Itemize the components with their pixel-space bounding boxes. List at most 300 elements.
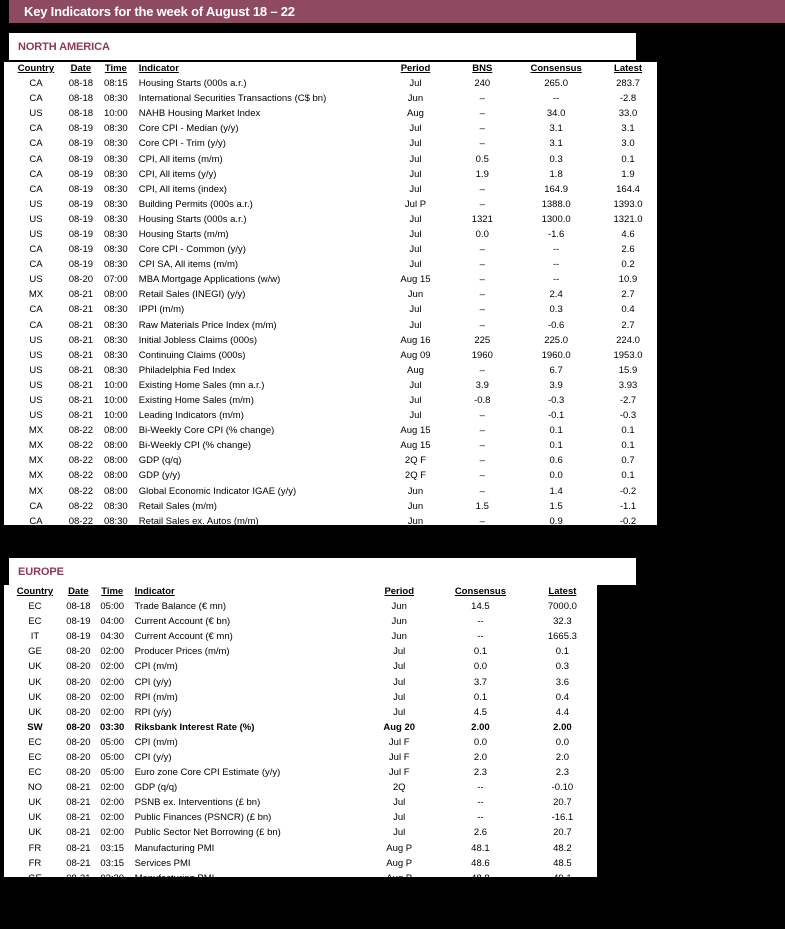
cell-date: 08-21 (66, 812, 91, 824)
cell-bns: – (479, 183, 485, 195)
cell-country: CA (29, 183, 43, 195)
cell-time: 02:00 (100, 676, 125, 688)
cell-country: US (29, 379, 43, 391)
table-row (8, 91, 657, 106)
cell-consensus: -- (477, 631, 484, 643)
table-row (8, 856, 597, 871)
cell-bns: – (479, 515, 485, 527)
cell-bns: – (479, 440, 485, 452)
cell-consensus: 0.0 (473, 736, 488, 748)
cell-period: Jul (393, 661, 406, 673)
table-row (8, 795, 597, 810)
cell-period: Aug 15 (400, 274, 431, 286)
cell-indicator: Euro zone Core CPI Estimate (y/y) (134, 767, 281, 779)
cell-bns: – (479, 123, 485, 135)
cell-date: 08-21 (68, 304, 94, 316)
cell-period: Jul (409, 168, 422, 180)
cell-time: 08:30 (103, 364, 128, 376)
cell-date: 08-22 (68, 470, 94, 482)
cell-date: 08-22 (68, 500, 94, 512)
cell-consensus: 1.8 (549, 168, 563, 180)
cell-date: 08-21 (68, 319, 94, 331)
cell-time: 02:00 (100, 646, 125, 658)
cell-date: 08-19 (68, 123, 94, 135)
cell-indicator: Housing Starts (000s a.r.) (138, 78, 247, 90)
cell-consensus: 3.7 (473, 676, 488, 688)
cell-country: UK (28, 661, 42, 673)
cell-consensus: 0.1 (549, 440, 563, 452)
cell-indicator: Existing Home Sales (mn a.r.) (138, 379, 265, 391)
column-header-date: Date (70, 63, 92, 74)
cell-bns: – (479, 485, 485, 497)
cell-time: 10:00 (103, 410, 128, 422)
cell-country: CA (29, 500, 43, 512)
table-row (8, 750, 597, 765)
cell-date: 08-19 (68, 168, 94, 180)
table-row (8, 167, 657, 182)
cell-latest: 224.0 (616, 334, 640, 346)
cell-time: 02:00 (100, 827, 125, 839)
table-header-row (8, 585, 597, 599)
table-body-europe (8, 599, 597, 901)
cell-bns: – (479, 108, 485, 120)
cell-indicator: PSNB ex. Interventions (£ bn) (134, 797, 261, 809)
cell-time: 08:30 (103, 500, 128, 512)
cell-date: 08-20 (66, 767, 91, 779)
cell-indicator: CPI, All items (m/m) (138, 153, 223, 165)
cell-latest: 7000.0 (547, 601, 577, 613)
cell-date: 08-19 (68, 244, 94, 256)
cell-date: 08-18 (68, 78, 94, 90)
cell-period: Jun (391, 631, 407, 643)
cell-country: MX (28, 470, 44, 482)
cell-country: CA (29, 123, 43, 135)
cell-date: 08-21 (66, 797, 91, 809)
section-header-north-america (9, 33, 636, 60)
cell-consensus: 3.9 (549, 379, 563, 391)
cell-indicator: Philadelphia Fed Index (138, 364, 236, 376)
cell-time: 02:00 (100, 797, 125, 809)
cell-date: 08-21 (68, 410, 94, 422)
cell-country: CA (29, 153, 43, 165)
cell-period: Jul (409, 259, 422, 271)
cell-latest: -0.2 (619, 515, 637, 527)
cell-date: 08-19 (66, 631, 91, 643)
cell-consensus: -- (552, 244, 560, 256)
cell-date: 08-19 (68, 153, 94, 165)
cell-time: 08:00 (103, 289, 128, 301)
cell-consensus: 164.9 (544, 183, 569, 195)
cell-period: Jul (409, 228, 422, 240)
cell-latest: 20.7 (553, 827, 572, 839)
cell-country: CA (29, 304, 43, 316)
table-row (8, 659, 597, 674)
cell-indicator: Housing Starts (m/m) (138, 228, 229, 240)
cell-bns: – (479, 304, 485, 316)
cell-indicator: Continuing Claims (000s) (138, 349, 246, 361)
cell-period: Jul (393, 676, 406, 688)
table-row (8, 287, 657, 302)
cell-time: 08:00 (103, 440, 128, 452)
cell-time: 03:30 (100, 721, 125, 733)
cell-consensus: -0.6 (547, 319, 565, 331)
cell-indicator: Manufacturing PMI (134, 842, 215, 854)
cell-time: 10:00 (103, 379, 128, 391)
table-row (8, 841, 597, 856)
cell-country: UK (28, 812, 42, 824)
cell-latest: 2.7 (621, 289, 635, 301)
cell-latest: 3.0 (621, 138, 635, 150)
cell-bns: – (479, 410, 485, 422)
cell-period: Aug 16 (400, 334, 431, 346)
cell-period: Jul (409, 304, 422, 316)
table-row (8, 720, 597, 735)
cell-country: IT (30, 631, 40, 643)
cell-date: 08-19 (68, 183, 94, 195)
table-row (8, 182, 657, 197)
cell-latest: -0.2 (619, 485, 637, 497)
cell-latest: -1.1 (619, 500, 637, 512)
cell-indicator: Initial Jobless Claims (000s) (138, 334, 258, 346)
cell-time: 08:15 (103, 78, 128, 90)
cell-bns: – (479, 93, 485, 105)
cell-indicator: Services PMI (134, 857, 191, 869)
cell-latest: 10.9 (618, 274, 638, 286)
cell-country: UK (28, 797, 42, 809)
cell-indicator: Housing Starts (000s a.r.) (138, 213, 247, 225)
cell-date: 08-21 (66, 887, 91, 899)
cell-latest: 0.0 (555, 736, 569, 748)
cell-country: US (29, 198, 43, 210)
cell-country: EC (28, 736, 42, 748)
section-title-europe: EUROPE (18, 565, 64, 578)
cell-time: 10:00 (103, 395, 128, 407)
table-row (8, 735, 597, 750)
cell-latest: 1665.3 (547, 631, 577, 643)
cell-latest: -0.10 (551, 782, 574, 794)
cell-period: Aug 20 (383, 721, 416, 733)
cell-indicator: Public Sector Net Borrowing (£ bn) (134, 827, 281, 839)
cell-time: 05:00 (100, 601, 125, 613)
cell-latest: 3.1 (621, 123, 635, 135)
cell-bns: – (479, 455, 485, 467)
cell-latest: 48.5 (553, 857, 572, 869)
table-row (8, 599, 597, 614)
cell-date: 08-20 (66, 721, 91, 733)
cell-indicator: Current Account (€ mn) (134, 631, 233, 643)
cell-period: 2Q (392, 782, 406, 794)
cell-bns: 3.9 (475, 379, 489, 391)
cell-bns: 1960 (471, 349, 493, 361)
cell-time: 02:00 (100, 782, 125, 794)
cell-date: 08-19 (68, 259, 94, 271)
cell-indicator: Leading Indicators (m/m) (138, 410, 244, 422)
column-header-country: Country (17, 63, 55, 74)
table-row (8, 302, 657, 317)
cell-bns: 225 (474, 334, 491, 346)
cell-time: 03:15 (100, 842, 125, 854)
cell-date: 08-18 (68, 108, 94, 120)
cell-country: FR (28, 842, 42, 854)
cell-indicator: CPI, All items (index) (138, 183, 227, 195)
cell-period: Jun (391, 601, 407, 613)
cell-time: 04:00 (100, 616, 125, 628)
cell-period: Jul (409, 153, 422, 165)
cell-time: 08:00 (103, 425, 128, 437)
table-row (8, 705, 597, 720)
cell-latest: 0.7 (621, 455, 635, 467)
cell-latest: 1953.0 (613, 349, 643, 361)
cell-date: 08-20 (66, 661, 91, 673)
cell-latest: 48.2 (553, 842, 572, 854)
cell-indicator: Riksbank Interest Rate (%) (134, 721, 255, 733)
cell-time: 08:30 (103, 244, 128, 256)
cell-country: NO (27, 782, 43, 794)
cell-consensus: 4.5 (473, 706, 488, 718)
cell-bns: – (479, 364, 485, 376)
cell-consensus: 2.3 (473, 767, 488, 779)
cell-period: Jul (409, 213, 422, 225)
cell-country: US (29, 395, 43, 407)
cell-indicator: CPI (m/m) (134, 736, 178, 748)
cell-bns: – (479, 319, 485, 331)
column-header-consensus: Consensus (454, 586, 507, 597)
cell-country: CA (29, 319, 43, 331)
table-row (8, 197, 657, 212)
table-row (8, 151, 657, 166)
cell-latest: 2.00 (553, 721, 572, 733)
cell-latest: 0.4 (555, 691, 569, 703)
cell-indicator: Producer Prices (m/m) (134, 646, 230, 658)
cell-time: 05:00 (100, 767, 125, 779)
cell-bns: – (479, 425, 485, 437)
cell-country: EC (28, 767, 42, 779)
cell-indicator: MBA Mortgage Applications (w/w) (138, 274, 281, 286)
cell-period: Jul F (388, 767, 410, 779)
cell-period: Jul P (404, 198, 427, 210)
cell-indicator: CPI (m/m) (134, 661, 178, 673)
cell-date: 08-20 (66, 646, 91, 658)
cell-latest: -16.1 (551, 812, 574, 824)
cell-date: 08-21 (66, 782, 91, 794)
cell-bns: – (479, 470, 485, 482)
cell-consensus: 2.00 (471, 721, 490, 733)
cell-consensus: 0.9 (549, 515, 563, 527)
cell-date: 08-21 (68, 364, 94, 376)
cell-latest: 164.4 (616, 183, 640, 195)
cell-date: 08-18 (66, 601, 91, 613)
cell-period: Aug (407, 108, 424, 120)
cell-period: Aug 09 (400, 349, 431, 361)
column-header-time: Time (101, 586, 124, 597)
table-row (8, 825, 597, 840)
table-row (8, 348, 657, 363)
cell-date: 08-21 (66, 842, 91, 854)
cell-latest: -2.8 (619, 93, 637, 105)
cell-latest: 4.4 (555, 706, 569, 718)
cell-date: 08-22 (68, 455, 94, 467)
cell-consensus: 34.0 (546, 108, 566, 120)
cell-period: Jul (409, 78, 422, 90)
cell-time: 08:30 (103, 168, 128, 180)
cell-country: GE (28, 646, 42, 658)
cell-latest: 0.1 (621, 440, 635, 452)
indicators-table-europe (8, 585, 597, 901)
cell-time: 08:00 (103, 485, 128, 497)
column-header-period: Period (384, 586, 414, 597)
cell-consensus: -- (477, 797, 484, 809)
table-row (8, 499, 657, 514)
cell-time: 03:30 (100, 872, 125, 884)
cell-indicator: Public Finances (PSNCR) (£ bn) (134, 812, 272, 824)
table-row (8, 272, 657, 287)
cell-latest: 50.6 (553, 887, 572, 899)
cell-country: US (29, 274, 43, 286)
cell-bns: 1.9 (475, 168, 489, 180)
column-header-bns: BNS (472, 63, 493, 74)
cell-latest: 3.93 (618, 379, 638, 391)
cell-time: 08:30 (103, 515, 128, 527)
cell-consensus: 0.3 (549, 304, 563, 316)
cell-time: 08:30 (103, 198, 128, 210)
cell-time: 08:00 (103, 455, 128, 467)
cell-country: EC (28, 751, 42, 763)
table-panel-europe (4, 585, 597, 899)
cell-latest: 0.2 (621, 259, 635, 271)
cell-period: Jul (409, 379, 422, 391)
column-header-consensus: Consensus (530, 63, 582, 74)
cell-country: GE (28, 887, 42, 899)
cell-time: 08:30 (103, 213, 128, 225)
cell-bns: – (479, 274, 485, 286)
cell-date: 08-22 (68, 425, 94, 437)
cell-consensus: -0.1 (547, 410, 565, 422)
cell-indicator: Trade Balance (€ mn) (134, 601, 227, 613)
cell-country: US (29, 410, 43, 422)
table-row (8, 393, 657, 408)
cell-time: 08:30 (103, 304, 128, 316)
table-row (8, 690, 597, 705)
column-header-country: Country (16, 586, 54, 597)
table-header-row (8, 62, 657, 76)
cell-country: US (29, 108, 43, 120)
cell-period: Aug P (386, 842, 413, 854)
cell-latest: 49.1 (553, 872, 572, 884)
cell-date: 08-20 (66, 751, 91, 763)
cell-indicator: Raw Materials Price Index (m/m) (138, 319, 277, 331)
cell-consensus: -- (552, 259, 560, 271)
cell-consensus: -- (477, 812, 484, 824)
cell-date: 08-21 (66, 857, 91, 869)
cell-period: Jun (407, 500, 424, 512)
table-row (8, 810, 597, 825)
cell-indicator: NAHB Housing Market Index (138, 108, 261, 120)
indicators-table-north-america (8, 62, 657, 529)
cell-period: Jun (407, 93, 424, 105)
cell-time: 02:00 (100, 661, 125, 673)
cell-bns: – (479, 259, 485, 271)
cell-indicator: Global Economic Indicator IGAE (y/y) (138, 485, 297, 497)
cell-country: UK (28, 706, 42, 718)
cell-consensus: 265.0 (544, 78, 569, 90)
cell-consensus: 1960.0 (541, 349, 571, 361)
cell-country: UK (28, 691, 42, 703)
cell-latest: 2.6 (621, 244, 635, 256)
cell-bns: – (479, 244, 485, 256)
cell-time: 08:00 (103, 470, 128, 482)
cell-latest: 0.3 (555, 661, 569, 673)
cell-time: 08:30 (103, 334, 128, 346)
table-row (8, 484, 657, 499)
page-title-bar (9, 0, 785, 23)
cell-country: US (29, 334, 43, 346)
table-row (8, 121, 657, 136)
cell-consensus: 3.1 (549, 123, 563, 135)
cell-country: CA (29, 78, 43, 90)
cell-date: 08-20 (66, 691, 91, 703)
table-row (8, 318, 657, 333)
cell-indicator: Bi-Weekly CPI (% change) (138, 440, 252, 452)
cell-country: US (29, 364, 43, 376)
page-title: Key Indicators for the week of August 18 – 22 (24, 4, 295, 19)
cell-country: MX (28, 425, 44, 437)
cell-indicator: International Securities Transactions (C$ bn) (138, 93, 327, 105)
cell-indicator: Services PMI (134, 887, 191, 899)
cell-indicator: CPI, All items (y/y) (138, 168, 217, 180)
cell-period: Jul (409, 244, 422, 256)
cell-latest: 32.3 (553, 616, 572, 628)
cell-date: 08-19 (68, 198, 94, 210)
cell-country: EC (28, 616, 42, 628)
cell-period: Aug 15 (400, 425, 431, 437)
cell-bns: – (479, 138, 485, 150)
cell-consensus: 1300.0 (541, 213, 571, 225)
column-header-latest: Latest (614, 63, 643, 74)
table-row (8, 629, 597, 644)
cell-date: 08-20 (68, 274, 94, 286)
cell-period: Jul (409, 395, 422, 407)
column-header-date: Date (68, 586, 89, 597)
cell-period: Jun (407, 289, 424, 301)
cell-time: 08:30 (103, 138, 128, 150)
cell-period: Jul (409, 138, 422, 150)
cell-country: MX (28, 440, 44, 452)
cell-bns: 1321 (471, 213, 493, 225)
cell-period: Aug P (386, 872, 413, 884)
table-row (8, 136, 657, 151)
cell-date: 08-21 (68, 349, 94, 361)
cell-date: 08-21 (66, 872, 91, 884)
cell-period: Jul (409, 183, 422, 195)
cell-consensus: 1.4 (549, 485, 563, 497)
cell-country: US (29, 213, 43, 225)
cell-consensus: 6.7 (549, 364, 563, 376)
cell-indicator: Existing Home Sales (m/m) (138, 395, 254, 407)
cell-country: FR (28, 857, 42, 869)
table-row (8, 76, 657, 91)
cell-indicator: Manufacturing PMI (134, 872, 215, 884)
cell-time: 08:30 (103, 183, 128, 195)
cell-date: 08-18 (68, 93, 94, 105)
cell-date: 08-21 (68, 334, 94, 346)
table-row (8, 614, 597, 629)
cell-date: 08-19 (68, 138, 94, 150)
cell-latest: 0.4 (621, 304, 635, 316)
table-row (8, 765, 597, 780)
cell-time: 08:30 (103, 259, 128, 271)
table-row (8, 886, 597, 901)
cell-period: 2Q F (404, 470, 427, 482)
